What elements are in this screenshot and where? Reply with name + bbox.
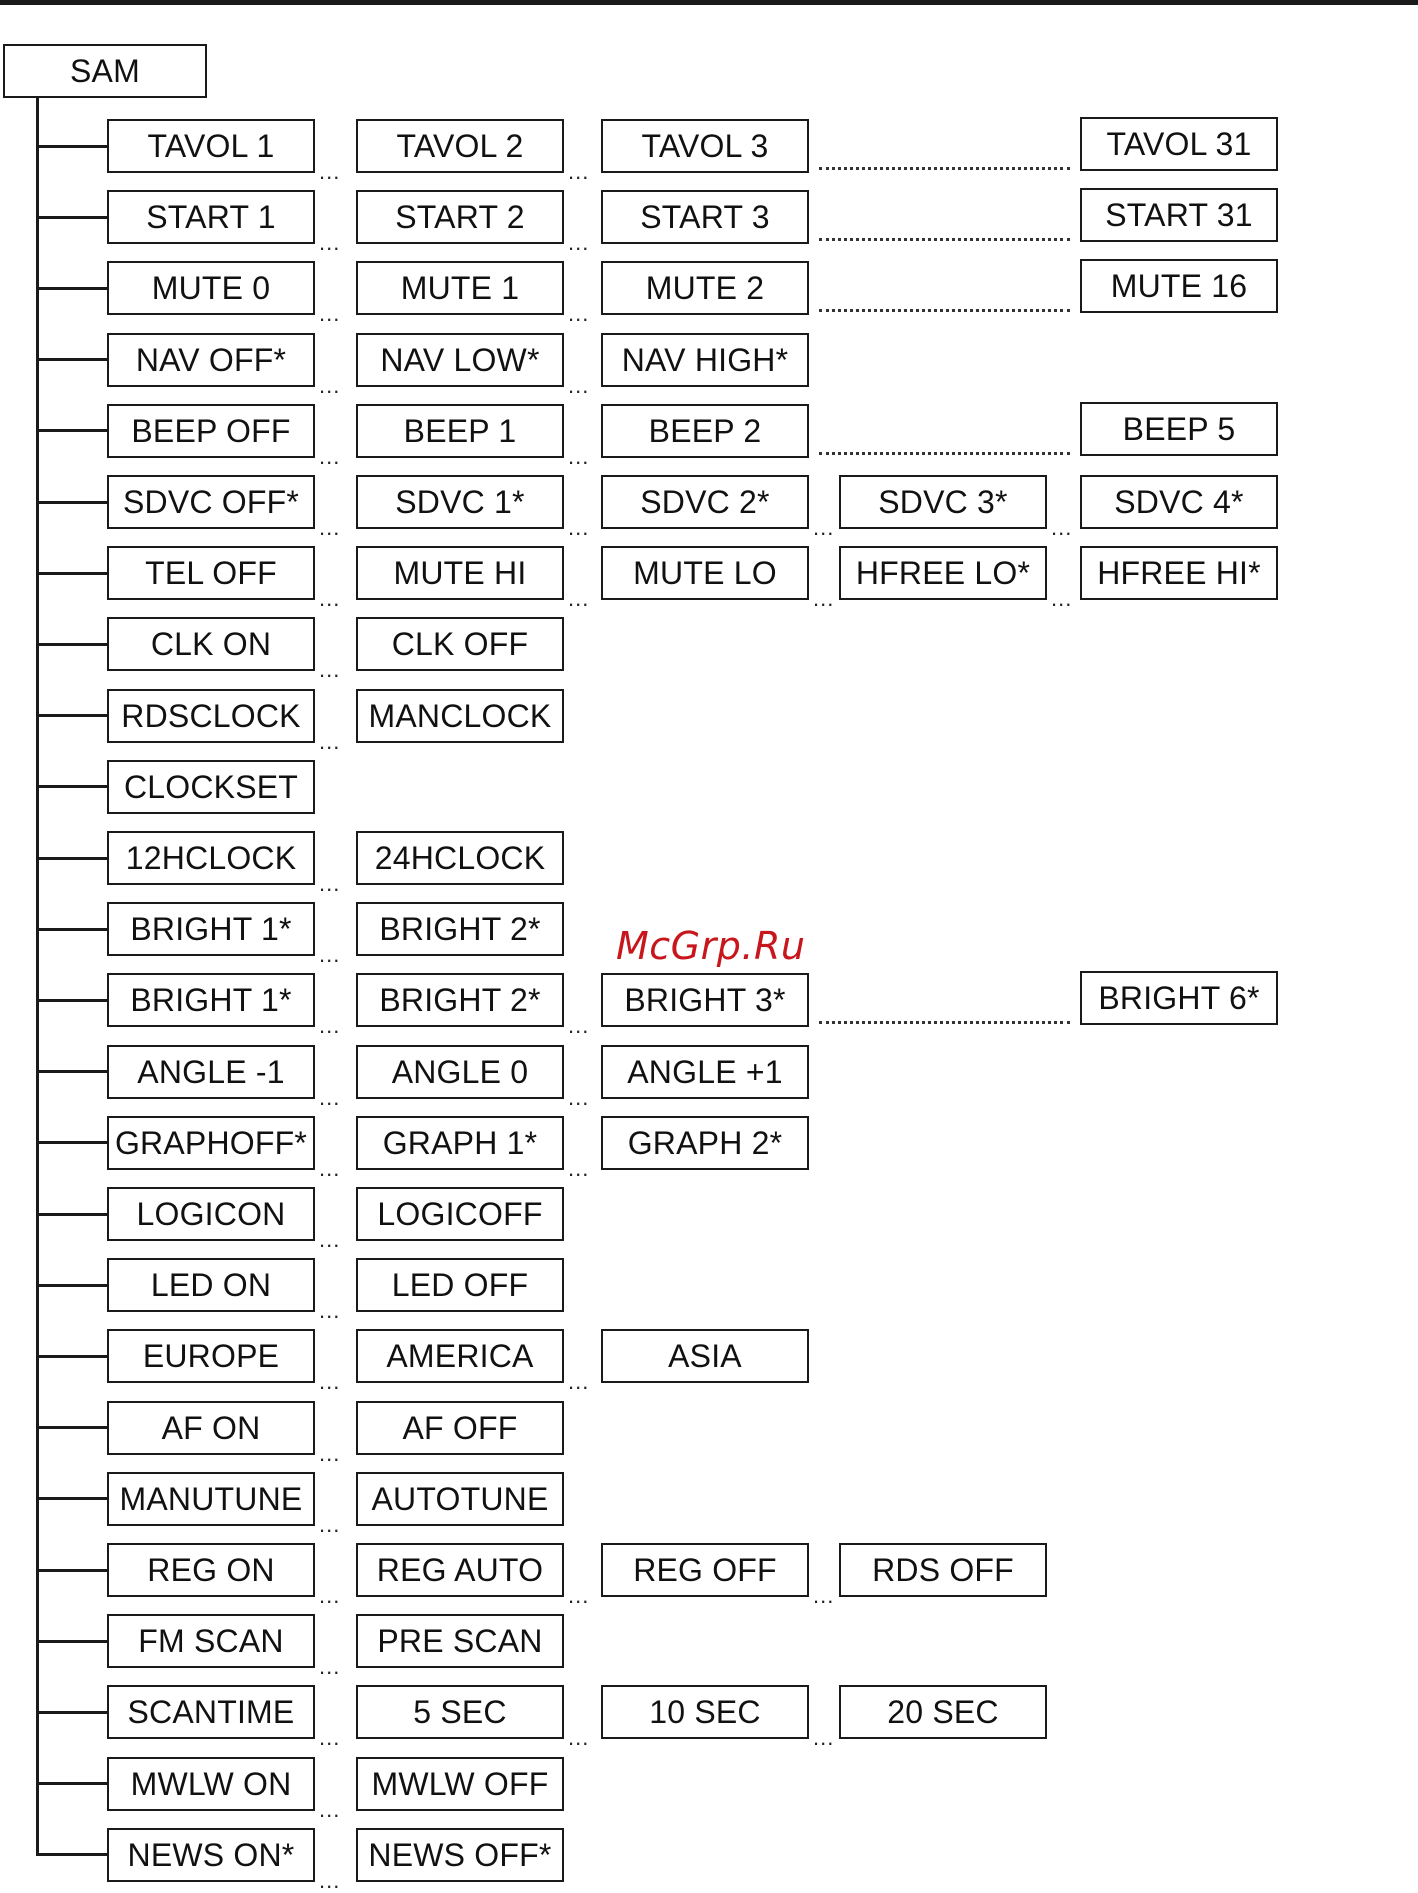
menu-option-box: AF OFF [356,1401,564,1455]
ellipsis-separator: ... [319,1298,341,1324]
menu-option-box: 20 SEC [839,1685,1047,1739]
menu-option-box: NEWS ON* [107,1828,315,1882]
menu-option-box: MUTE 0 [107,261,315,315]
menu-option-box: BRIGHT 2* [356,973,564,1027]
menu-option-box: GRAPHOFF* [107,1116,315,1170]
ellipsis-separator: ... [568,1725,590,1751]
menu-option-box: CLOCKSET [107,760,315,814]
menu-option-box: LED ON [107,1258,315,1312]
ellipsis-separator: ... [568,1583,590,1608]
menu-option-box: MWLW ON [107,1757,315,1811]
branch-line [36,1853,107,1856]
menu-option-box: BRIGHT 3* [601,973,809,1027]
branch-line [36,643,107,646]
menu-option-box: 24HCLOCK [356,831,564,885]
ellipsis-separator: ... [319,443,341,469]
ellipsis-separator: ... [319,515,341,540]
ellipsis-separator: ... [319,1084,341,1110]
branch-line [36,287,107,290]
dotted-continuation-line [819,309,1070,312]
menu-option-box-last: MUTE 16 [1080,259,1278,313]
menu-option-box: RDS OFF [839,1543,1047,1597]
branch-line [36,429,107,432]
ellipsis-separator: ... [319,159,341,184]
menu-option-box: HFREE LO* [839,546,1047,600]
menu-option-box: GRAPH 2* [601,1116,809,1170]
ellipsis-separator: ... [319,1155,341,1181]
menu-option-box: ANGLE +1 [601,1045,809,1099]
menu-option-box: BRIGHT 1* [107,973,315,1027]
menu-option-box: SDVC OFF* [107,475,315,529]
menu-option-box-last: START 31 [1080,188,1278,242]
menu-option-box: MWLW OFF [356,1757,564,1811]
ellipsis-separator: ... [319,1013,341,1039]
dotted-continuation-line [819,1021,1070,1024]
branch-line [36,1070,107,1073]
menu-option-box: GRAPH 1* [356,1116,564,1170]
menu-option-box: SDVC 4* [1080,475,1278,529]
menu-option-box: CLK ON [107,617,315,671]
ellipsis-separator: ... [568,1155,590,1181]
ellipsis-separator: ... [319,728,341,754]
menu-option-box: PRE SCAN [356,1614,564,1668]
branch-line [36,501,107,504]
menu-option-box: MUTE HI [356,546,564,600]
branch-line [36,1284,107,1287]
menu-option-box: REG ON [107,1543,315,1597]
menu-option-box: RDSCLOCK [107,689,315,743]
ellipsis-separator: ... [319,942,341,968]
ellipsis-separator: ... [319,1440,341,1466]
menu-option-box: REG OFF [601,1543,809,1597]
menu-option-box: MANCLOCK [356,689,564,743]
menu-option-box: 5 SEC [356,1685,564,1739]
dotted-continuation-line [819,238,1070,241]
ellipsis-separator: ... [319,586,341,612]
menu-option-box: SDVC 3* [839,475,1047,529]
branch-line [36,999,107,1002]
ellipsis-separator: ... [568,1013,590,1039]
tree-trunk-line [36,98,39,1856]
menu-option-box-last: BEEP 5 [1080,402,1278,456]
menu-option-box: START 1 [107,190,315,244]
ellipsis-separator: ... [1051,586,1073,612]
branch-line [36,928,107,931]
menu-option-box: SDVC 1* [356,475,564,529]
branch-line [36,216,107,219]
ellipsis-separator: ... [568,230,590,256]
menu-option-box: NAV OFF* [107,333,315,387]
root-node-sam: SAM [3,44,207,98]
menu-option-box: EUROPE [107,1329,315,1383]
ellipsis-separator: ... [1051,515,1073,540]
branch-line [36,1640,107,1643]
menu-option-box: LOGICON [107,1187,315,1241]
branch-line [36,1141,107,1144]
dotted-continuation-line [819,452,1070,455]
menu-option-box: LOGICOFF [356,1187,564,1241]
branch-line [36,1497,107,1500]
menu-option-box: TAVOL 3 [601,119,809,173]
menu-option-box: BRIGHT 1* [107,902,315,956]
menu-option-box: BRIGHT 2* [356,902,564,956]
ellipsis-separator: ... [319,1511,341,1537]
ellipsis-separator: ... [813,1583,835,1608]
ellipsis-separator: ... [813,1725,835,1751]
branch-line [36,1426,107,1429]
menu-option-box: LED OFF [356,1258,564,1312]
ellipsis-separator: ... [319,1369,341,1395]
menu-option-box: NEWS OFF* [356,1828,564,1882]
menu-option-box: ASIA [601,1329,809,1383]
ellipsis-separator: ... [568,515,590,540]
menu-option-box-last: BRIGHT 6* [1080,971,1278,1025]
ellipsis-separator: ... [319,301,341,327]
menu-option-box: TEL OFF [107,546,315,600]
ellipsis-separator: ... [319,372,341,398]
menu-option-box: FM SCAN [107,1614,315,1668]
menu-option-box: HFREE HI* [1080,546,1278,600]
ellipsis-separator: ... [568,159,590,184]
branch-line [36,1213,107,1216]
ellipsis-separator: ... [319,1725,341,1751]
menu-option-box: MANUTUNE [107,1472,315,1526]
ellipsis-separator: ... [319,1583,341,1608]
ellipsis-separator: ... [319,1654,341,1680]
ellipsis-separator: ... [319,230,341,256]
menu-option-box-last: TAVOL 31 [1080,117,1278,171]
ellipsis-separator: ... [568,443,590,469]
menu-option-box: CLK OFF [356,617,564,671]
branch-line [36,1569,107,1572]
menu-option-box: REG AUTO [356,1543,564,1597]
menu-option-box: BEEP OFF [107,404,315,458]
menu-option-box: 12HCLOCK [107,831,315,885]
ellipsis-separator: ... [319,1227,341,1252]
ellipsis-separator: ... [568,586,590,612]
menu-option-box: START 2 [356,190,564,244]
menu-option-box: AF ON [107,1401,315,1455]
dotted-continuation-line [819,167,1070,170]
branch-line [36,785,107,788]
menu-option-box: TAVOL 1 [107,119,315,173]
branch-line [36,857,107,860]
menu-option-box: MUTE 1 [356,261,564,315]
menu-option-box: START 3 [601,190,809,244]
ellipsis-separator: ... [813,586,835,612]
branch-line [36,145,107,148]
ellipsis-separator: ... [813,515,835,540]
ellipsis-separator: ... [319,1796,341,1822]
ellipsis-separator: ... [319,657,341,683]
branch-line [36,572,107,575]
watermark: McGrp.Ru [616,924,806,968]
menu-option-box: AMERICA [356,1329,564,1383]
menu-option-box: NAV HIGH* [601,333,809,387]
ellipsis-separator: ... [319,871,341,896]
menu-option-box: ANGLE -1 [107,1045,315,1099]
branch-line [36,358,107,361]
ellipsis-separator: ... [568,301,590,327]
branch-line [36,1355,107,1358]
branch-line [36,1711,107,1714]
ellipsis-separator: ... [568,1084,590,1110]
menu-option-box: BEEP 2 [601,404,809,458]
menu-option-box: MUTE 2 [601,261,809,315]
menu-option-box: AUTOTUNE [356,1472,564,1526]
ellipsis-separator: ... [568,372,590,398]
menu-option-box: NAV LOW* [356,333,564,387]
menu-option-box: MUTE LO [601,546,809,600]
menu-option-box: BEEP 1 [356,404,564,458]
branch-line [36,1782,107,1785]
menu-option-box: ANGLE 0 [356,1045,564,1099]
ellipsis-separator: ... [319,1867,341,1893]
menu-option-box: 10 SEC [601,1685,809,1739]
menu-option-box: SDVC 2* [601,475,809,529]
branch-line [36,714,107,717]
ellipsis-separator: ... [568,1369,590,1395]
menu-option-box: TAVOL 2 [356,119,564,173]
menu-option-box: SCANTIME [107,1685,315,1739]
